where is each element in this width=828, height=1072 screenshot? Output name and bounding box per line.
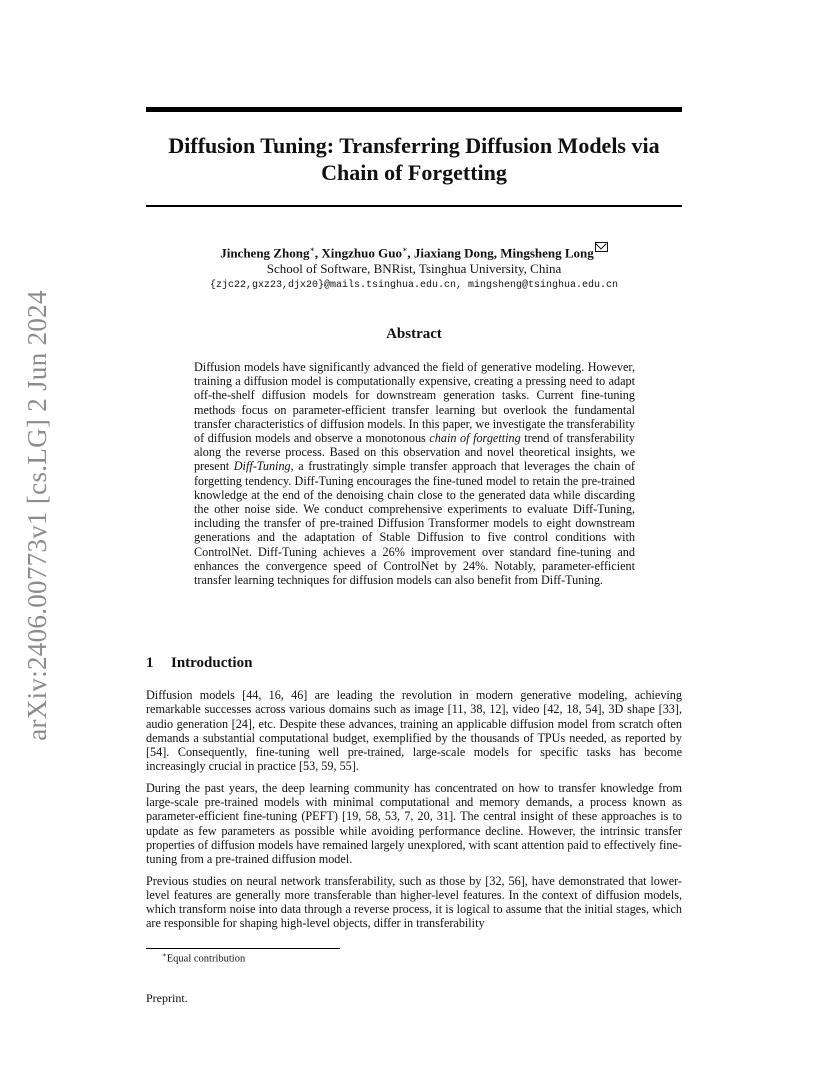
author-names: Jincheng Zhong∗, Xingzhuo Guo∗, Jiaxiang Dong, Mingsheng Long bbox=[146, 242, 682, 261]
footnote-mark: ∗ bbox=[162, 951, 167, 959]
footnote-text: Equal contribution bbox=[166, 953, 246, 965]
abstract-emphasis-1: chain of forgetting bbox=[429, 431, 521, 446]
paragraph-3: Previous studies on neural network transferability, such as those by [32, 56], have demonstrated that lower-level features are generally more transferable than higher-level features. In the context of diffusion models, which transform noise into data through a reverse process, it is logical to assume that the initial stages, which are responsible for shaping high-level objects, differ in transferability bbox=[146, 873, 682, 931]
footnote-rule bbox=[146, 948, 340, 949]
envelope-icon bbox=[595, 242, 608, 252]
arxiv-identifier bbox=[20, 289, 54, 741]
author-1: Jincheng Zhong bbox=[220, 245, 310, 261]
paragraph-1: Diffusion models [44, 16, 46] are leading the revolution in modern generative modeling, achieving remarkable successes across various domains such as image [11, 38, 12], video [42, 18, 54], 3D shape [33], audio generation [24], etc. Despite these advances, training an applicable diffusion model from scratch often demands a substantial computational budget, exemplified by the thousands of TPUs needed, as reported by [54]. Consequently, fine-tuning well pre-trained, large-scale models for specific tasks has become increasingly crucial in practice [53, 59, 55]. bbox=[146, 688, 682, 774]
author-emails: {zjc22,gxz23,djx20}@mails.tsinghua.edu.cn, mingsheng@tsinghua.edu.cn bbox=[209, 280, 619, 292]
section-title: Introduction bbox=[171, 655, 253, 671]
abstract-part-1: Diffusion models have significantly advanced the field of generative modeling. However, training a diffusion model is computationally expensive, creating a pressing need to adapt off-the-shelf diffusion models for downstream generation tasks. Current fine-tuning methods focus on parameter-efficient transfer learning but overlook the fundamental transfer characteristics of diffusion models. In this paper, we investigate the transferability of diffusion models and observe a monotonous bbox=[194, 360, 635, 446]
abstract-part-2: trend of transferability along the reverse process. Based on this observation and novel theoretical insights, we present bbox=[194, 431, 635, 474]
arxiv-identifier-text: arXiv:2406.00773v1 [cs.LG] 2 Jun 2024 bbox=[21, 289, 52, 741]
author-2: Xingzhuo Guo bbox=[321, 245, 402, 261]
author-3-4: Jiaxiang Dong, Mingsheng Long bbox=[413, 245, 594, 261]
equal-contribution-mark-2: ∗ bbox=[401, 245, 408, 254]
paper-title bbox=[146, 132, 682, 186]
section-heading-introduction bbox=[146, 655, 252, 672]
abstract-heading: Abstract bbox=[386, 326, 442, 342]
paragraph-2: During the past years, the deep learning community has concentrated on how to transfer knowledge from large-scale pre-trained models with minimal computational and memory demands, a process known as parameter-efficient fine-tuning (PEFT) [19, 58, 53, 7, 20, 31]. The central insight of these approaches is to update as few parameters as possible while avoiding performance decline. However, the intrinsic transfer properties of diffusion models have remained largely unexplored, with scant attention paid to effectively fine-tuning from a pre-trained diffusion model. bbox=[146, 780, 682, 867]
equal-contribution-mark-1: ∗ bbox=[309, 245, 315, 254]
author-block bbox=[146, 242, 682, 294]
abstract-emphasis-2: Diff-Tuning bbox=[233, 459, 291, 474]
title-rule-bottom bbox=[146, 205, 682, 207]
abstract-part-3: , a frustratingly simple transfer approach that leverages the chain of forgetting tendency. Diff-Tuning encourages the fine-tuned model to retain the pre-trained knowledge at the end of the denoising chain close to the generated data while discarding the other noise side. We conduct comprehensive experiments to evaluate Diff-Tuning, including the transfer of pre-trained Diffusion Transformer models to eight downstream generations and the adaptation of Stable Diffusion to five control conditions with ControlNet. Diff-Tuning achieves a 26% improvement over standard fine-tuning and enhances the convergence speed of ControlNet by 24%. Notably, parameter-efficient transfer learning techniques for diffusion models can also benefit from Diff-Tuning. bbox=[194, 459, 635, 588]
title-line-2: Chain of Forgetting bbox=[321, 160, 507, 185]
preprint-label: Preprint. bbox=[146, 991, 188, 1005]
abstract-text bbox=[194, 360, 635, 587]
affiliation: School of Software, BNRist, Tsinghua University, China bbox=[266, 261, 562, 277]
title-line-1: Diffusion Tuning: Transferring Diffusion Models via bbox=[168, 133, 660, 158]
title-rule-top bbox=[146, 107, 682, 112]
introduction-body bbox=[146, 688, 682, 938]
section-number: 1 bbox=[146, 655, 154, 671]
footnote bbox=[162, 951, 245, 965]
